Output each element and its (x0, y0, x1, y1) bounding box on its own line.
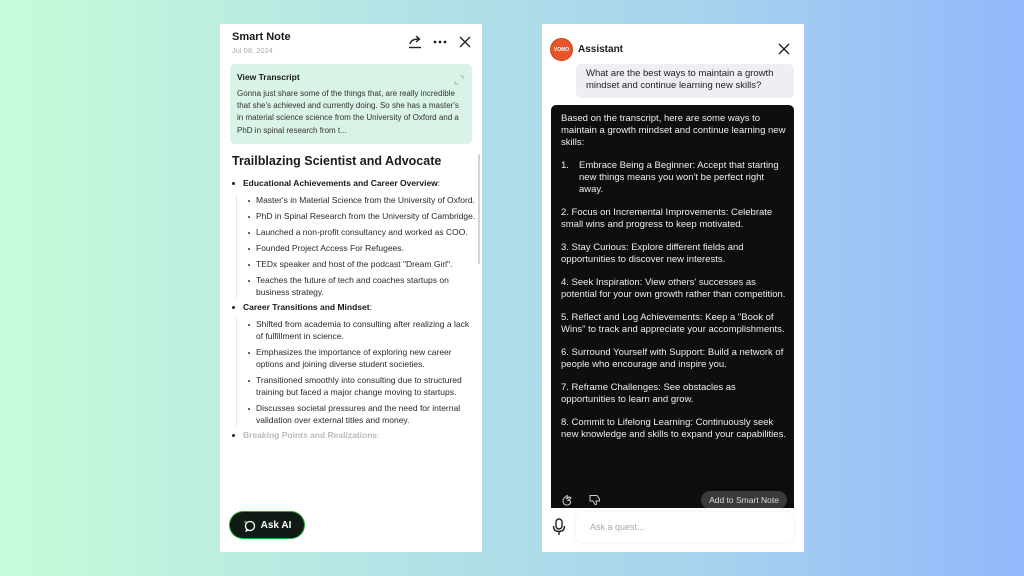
more-icon[interactable] (432, 34, 448, 50)
list-item: Transitioned smoothly into consulting due to structured training but faced a major change moving to startups. (256, 374, 476, 398)
transcript-card[interactable] (230, 64, 472, 144)
clap-icon[interactable] (561, 494, 573, 506)
smart-note-panel (220, 24, 482, 552)
add-to-smart-note-button[interactable]: Add to Smart Note (701, 491, 787, 509)
section-list (236, 194, 476, 298)
list-item: TEDx speaker and host of the podcast "Dream Girl". (256, 258, 476, 270)
section-title: Educational Achievements and Career Overview: (232, 178, 476, 188)
transcript-preview: Gonna just share some of the things that, are really incredible that she's achieved and currently doing. So she has a master's in material science science from the University of Oxford and a PhD in spinal research from t... (237, 89, 459, 135)
reply-item: 1. Embrace Being a Beginner: Accept that starting new things means you won't be perfect right away. (561, 160, 779, 195)
microphone-icon[interactable] (552, 518, 566, 536)
note-heading: Trailblazing Scientist and Advocate (232, 154, 442, 168)
ask-ai-button[interactable] (230, 512, 304, 538)
reply-item: 3. Stay Curious: Explore different fields and opportunities to discover new interests. (561, 242, 744, 265)
reply-item: 4. Seek Inspiration: View others' successes as potential for your own growth rather than competition. (561, 277, 786, 300)
content-fade (220, 444, 482, 504)
section-title: Breaking Points and Realizations: (232, 430, 476, 440)
list-item: Emphasizes the importance of exploring new career options and joining diverse student societies. (256, 346, 476, 370)
reply-item: 5. Reflect and Log Achievements: Keep a "Book of Wins" to track and appreciate your accomplishments. (561, 312, 785, 335)
reply-intro: Based on the transcript, here are some ways to maintain a growth mindset and continue learning new skills: (561, 113, 786, 148)
note-title: Smart Note (232, 31, 291, 43)
chat-input-row (542, 508, 804, 552)
list-item: Launched a non-profit consultancy and worked as COO. (256, 226, 476, 238)
avatar: VOMO (551, 39, 572, 60)
section-list (236, 318, 476, 426)
transcript-title: View Transcript (237, 72, 300, 82)
user-message: What are the best ways to maintain a growth mindset and continue learning new skills? (576, 64, 794, 98)
list-item: Founded Project Access For Refugees. (256, 242, 476, 254)
ai-chat-icon (243, 519, 256, 532)
section-title: Career Transitions and Mindset: (232, 302, 476, 312)
assistant-panel (542, 24, 804, 552)
expand-icon[interactable] (454, 72, 464, 82)
list-item: Discusses societal pressures and the need for internal validation over external titles and money. (256, 402, 476, 426)
thumbs-down-icon[interactable] (589, 494, 601, 506)
note-date: Jul 08, 2024 (232, 46, 273, 55)
scrollbar[interactable] (478, 154, 480, 264)
ask-ai-label: Ask AI (260, 519, 292, 531)
assistant-title: Assistant (578, 44, 624, 55)
reply-item: 7. Reframe Challenges: See obstacles as opportunities to learn and grow. (561, 382, 736, 405)
reply-item: 6. Surround Yourself with Support: Build a network of people who encourage and inspire you. (561, 347, 784, 370)
list-item: Shifted from academia to consulting after realizing a lack of fulfillment in science. (256, 318, 476, 342)
close-icon[interactable] (457, 34, 473, 50)
list-item: PhD in Spinal Research from the University of Cambridge. (256, 211, 476, 221)
reply-item: 8. Commit to Lifelong Learning: Continuously seek new knowledge and skills to expand your capabilities. (561, 417, 786, 440)
close-icon[interactable] (778, 42, 794, 58)
reply-item: 2. Focus on Incremental Improvements: Celebrate small wins and progress to keep motivated. (561, 207, 773, 230)
share-icon[interactable] (407, 34, 423, 50)
assistant-reply (551, 105, 794, 515)
list-item: Master's in Material Science from the University of Oxford. (256, 195, 475, 205)
list-item: Teaches the future of tech and coaches startups on business strategy. (256, 274, 476, 298)
ask-question-input[interactable] (576, 512, 794, 542)
